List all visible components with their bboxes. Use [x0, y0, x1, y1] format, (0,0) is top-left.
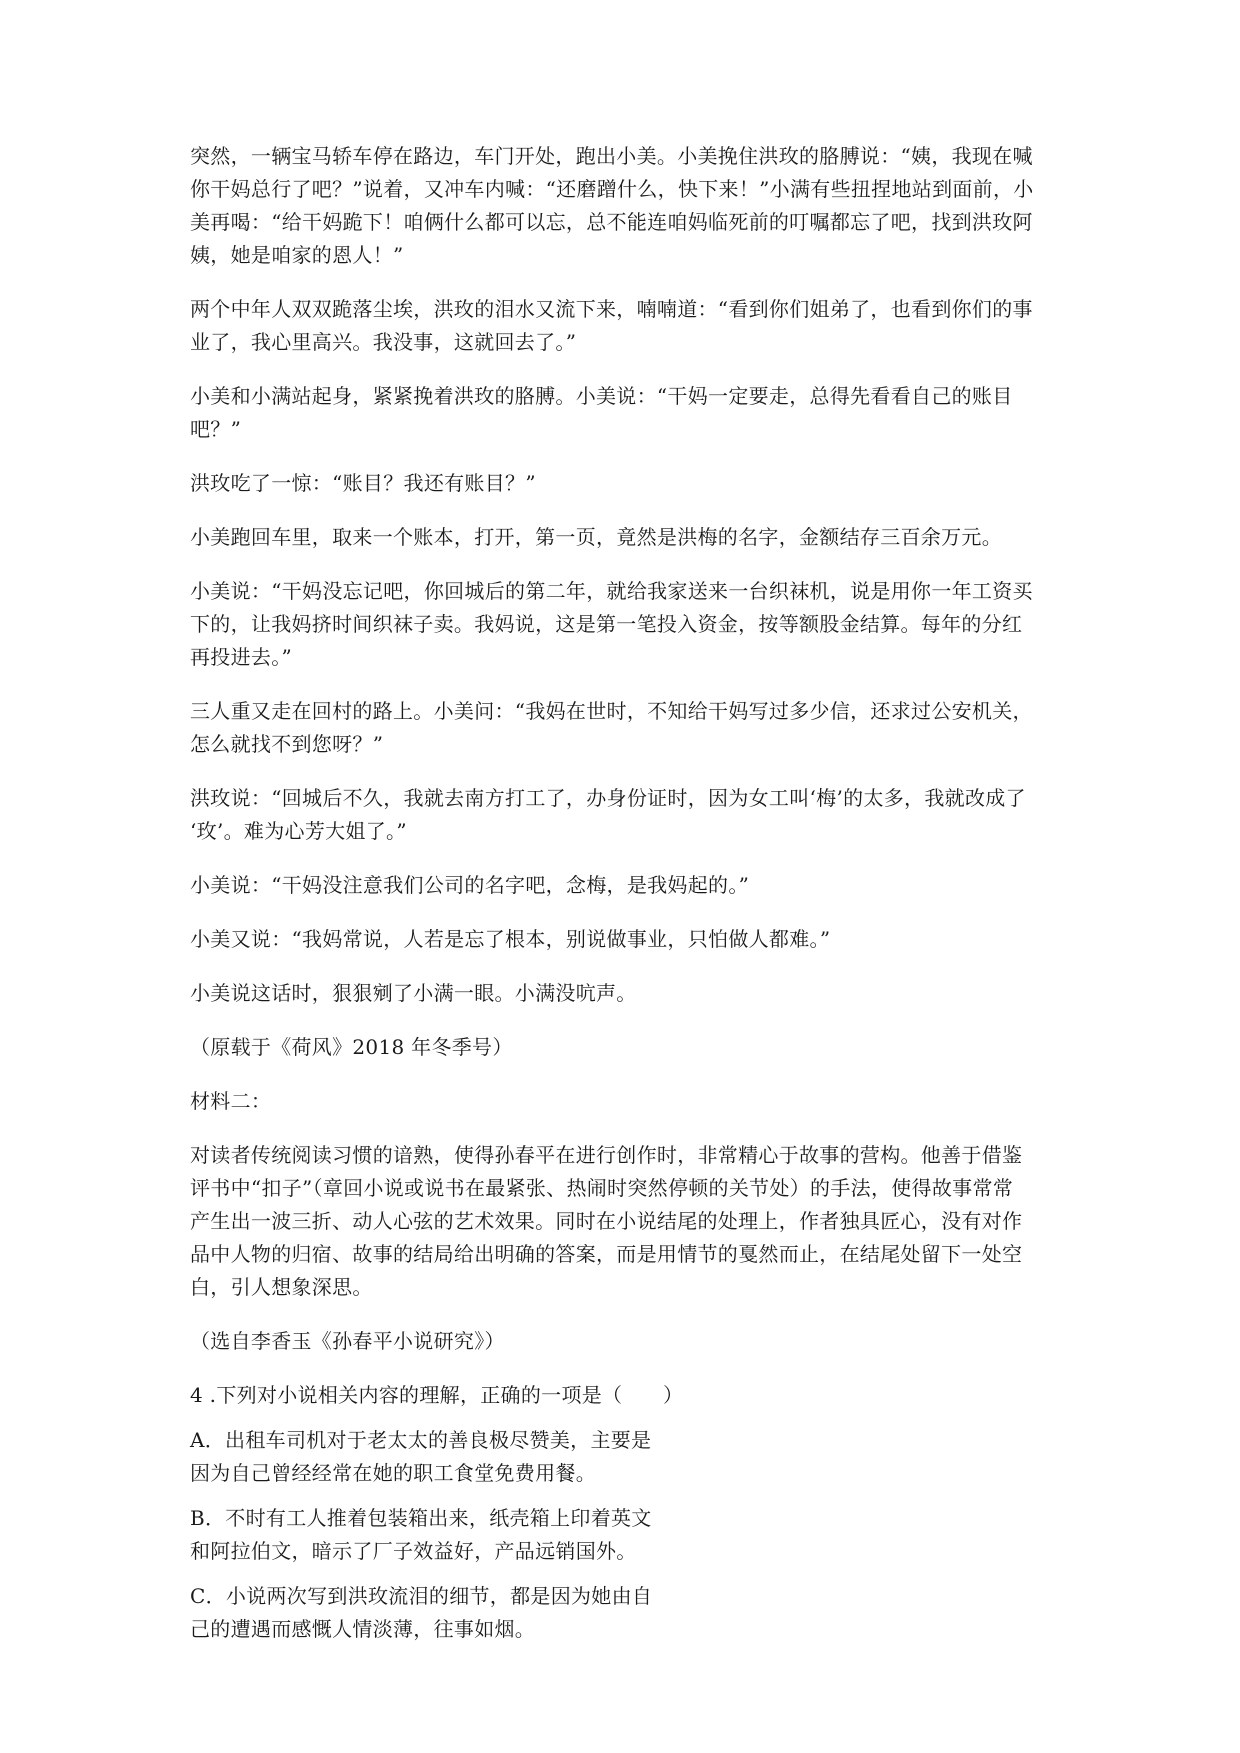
text-line: 怎么就找不到您呀？”: [190, 732, 384, 756]
text-line: 业了，我心里高兴。我没事，这就回去了。”: [190, 330, 577, 354]
text-line: 小美说：“干妈没注意我们公司的名字吧，念梅，是我妈起的。”: [190, 873, 750, 897]
text-line: （原载于《荷风》2018 年冬季号）: [190, 1035, 513, 1059]
text-line: 三人重又走在回村的路上。小美问：“我妈在世时，不知给干妈写过多少信，还求过公安机关，: [190, 699, 1033, 723]
text-line: 突然，一辆宝马轿车停在路边，车门开处，跑出小美。小美挽住洪玫的胳膊说：“姨，我现在喊: [190, 144, 1033, 168]
paragraph-11: [190, 977, 1055, 1010]
text-line: 白，引人想象深思。: [190, 1275, 373, 1299]
option-c: [190, 1580, 670, 1646]
text-line: 和阿拉伯文，暗示了厂子效益好，产品远销国外。: [190, 1539, 637, 1563]
text-line: 评书中“扣子”（章回小说或说书在最紧张、热闹时突然停顿的关节处）的手法，使得故事常常: [190, 1176, 1014, 1200]
text-line: 美再喝：“给干妈跪下！咱俩什么都可以忘，总不能连咱妈临死前的叮嘱都忘了吧，找到洪玫阿: [190, 210, 1033, 234]
text-line: 你干妈总行了吧？”说着，又冲车内喊：“还磨蹭什么，快下来！”小满有些扭捏地站到面前，小: [190, 177, 1034, 201]
text-line: 材料二：: [190, 1089, 272, 1113]
option-b: [190, 1502, 670, 1568]
paragraph-5: [190, 521, 1055, 554]
text-line: A．出租车司机对于老太太的善良极尽赞美，主要是: [190, 1428, 652, 1452]
option-a: [190, 1424, 670, 1490]
text-line: B．不时有工人推着包装箱出来，纸壳箱上印着英文: [190, 1506, 652, 1530]
text-line: 己的遭遇而感慨人情淡薄，往事如烟。: [190, 1617, 536, 1641]
question-block: [190, 1379, 684, 1646]
paragraph-1: [190, 140, 1055, 272]
text-line: 吧？”: [190, 417, 242, 441]
text-line: 因为自己曾经经常在她的职工食堂免费用餐。: [190, 1461, 596, 1485]
paragraph-10: [190, 923, 1055, 956]
paragraph-6: [190, 575, 1055, 674]
text-line: 再投进去。”: [190, 645, 293, 669]
text-line: 两个中年人双双跪落尘埃，洪玫的泪水又流下来，喃喃道：“看到你们姐弟了，也看到你们的事: [190, 297, 1033, 321]
text-line: 小美说这话时，狠狠剜了小满一眼。小满没吭声。: [190, 981, 637, 1005]
text-line: C．小说两次写到洪玫流泪的细节，都是因为她由自: [190, 1584, 653, 1608]
document-page: [190, 140, 1055, 1658]
text-line: （选自李香玉《孙春平小说研究》）: [190, 1329, 505, 1353]
paragraph-2: [190, 293, 1055, 359]
text-line: 洪玫吃了一惊：“账目？我还有账目？”: [190, 471, 536, 495]
text-line: ‘玫’。难为心芳大姐了。”: [190, 819, 407, 843]
text-line: 品中人物的归宿、故事的结局给出明确的答案，而是用情节的戛然而止，在结尾处留下一处空: [190, 1242, 1023, 1266]
text-line: 小美又说：“我妈常说，人若是忘了根本，别说做事业，只怕做人都难。”: [190, 927, 831, 951]
text-line: 姨，她是咱家的恩人！”: [190, 243, 404, 267]
question-title: [190, 1379, 684, 1412]
paragraph-7: [190, 695, 1055, 761]
paragraph-8: [190, 782, 1055, 848]
paragraph-4: [190, 467, 1055, 500]
source-note: [190, 1325, 1055, 1358]
text-line: 小美跑回车里，取来一个账本，打开，第一页，竟然是洪梅的名字，金额结存三百余万元。: [190, 525, 1002, 549]
paragraph-3: [190, 380, 1055, 446]
text-line: 小美和小满站起身，紧紧挽着洪玫的胳膊。小美说：“干妈一定要走，总得先看看自己的账目: [190, 384, 1013, 408]
section-heading: [190, 1085, 1055, 1118]
text-line: 小美说：“干妈没忘记吧，你回城后的第二年，就给我家送来一台织袜机，说是用你一年工资买: [190, 579, 1033, 603]
text-line: 洪玫说：“回城后不久，我就去南方打工了，办身份证时，因为女工叫‘梅’的太多，我就改成了: [190, 786, 1026, 810]
paragraph-9: [190, 869, 1055, 902]
text-line: 4 .下列对小说相关内容的理解，正确的一项是（ ）: [190, 1383, 684, 1407]
text-line: 对读者传统阅读习惯的谙熟，使得孙春平在进行创作时，非常精心于故事的营构。他善于借鉴: [190, 1143, 1023, 1167]
text-line: 产生出一波三折、动人心弦的艺术效果。同时在小说结尾的处理上，作者独具匠心，没有对作: [190, 1209, 1023, 1233]
paragraph-material-two: [190, 1139, 1055, 1304]
source-note: [190, 1031, 1055, 1064]
text-line: 下的，让我妈挤时间织袜子卖。我妈说，这是第一笔投入资金，按等额股金结算。每年的分红: [190, 612, 1023, 636]
